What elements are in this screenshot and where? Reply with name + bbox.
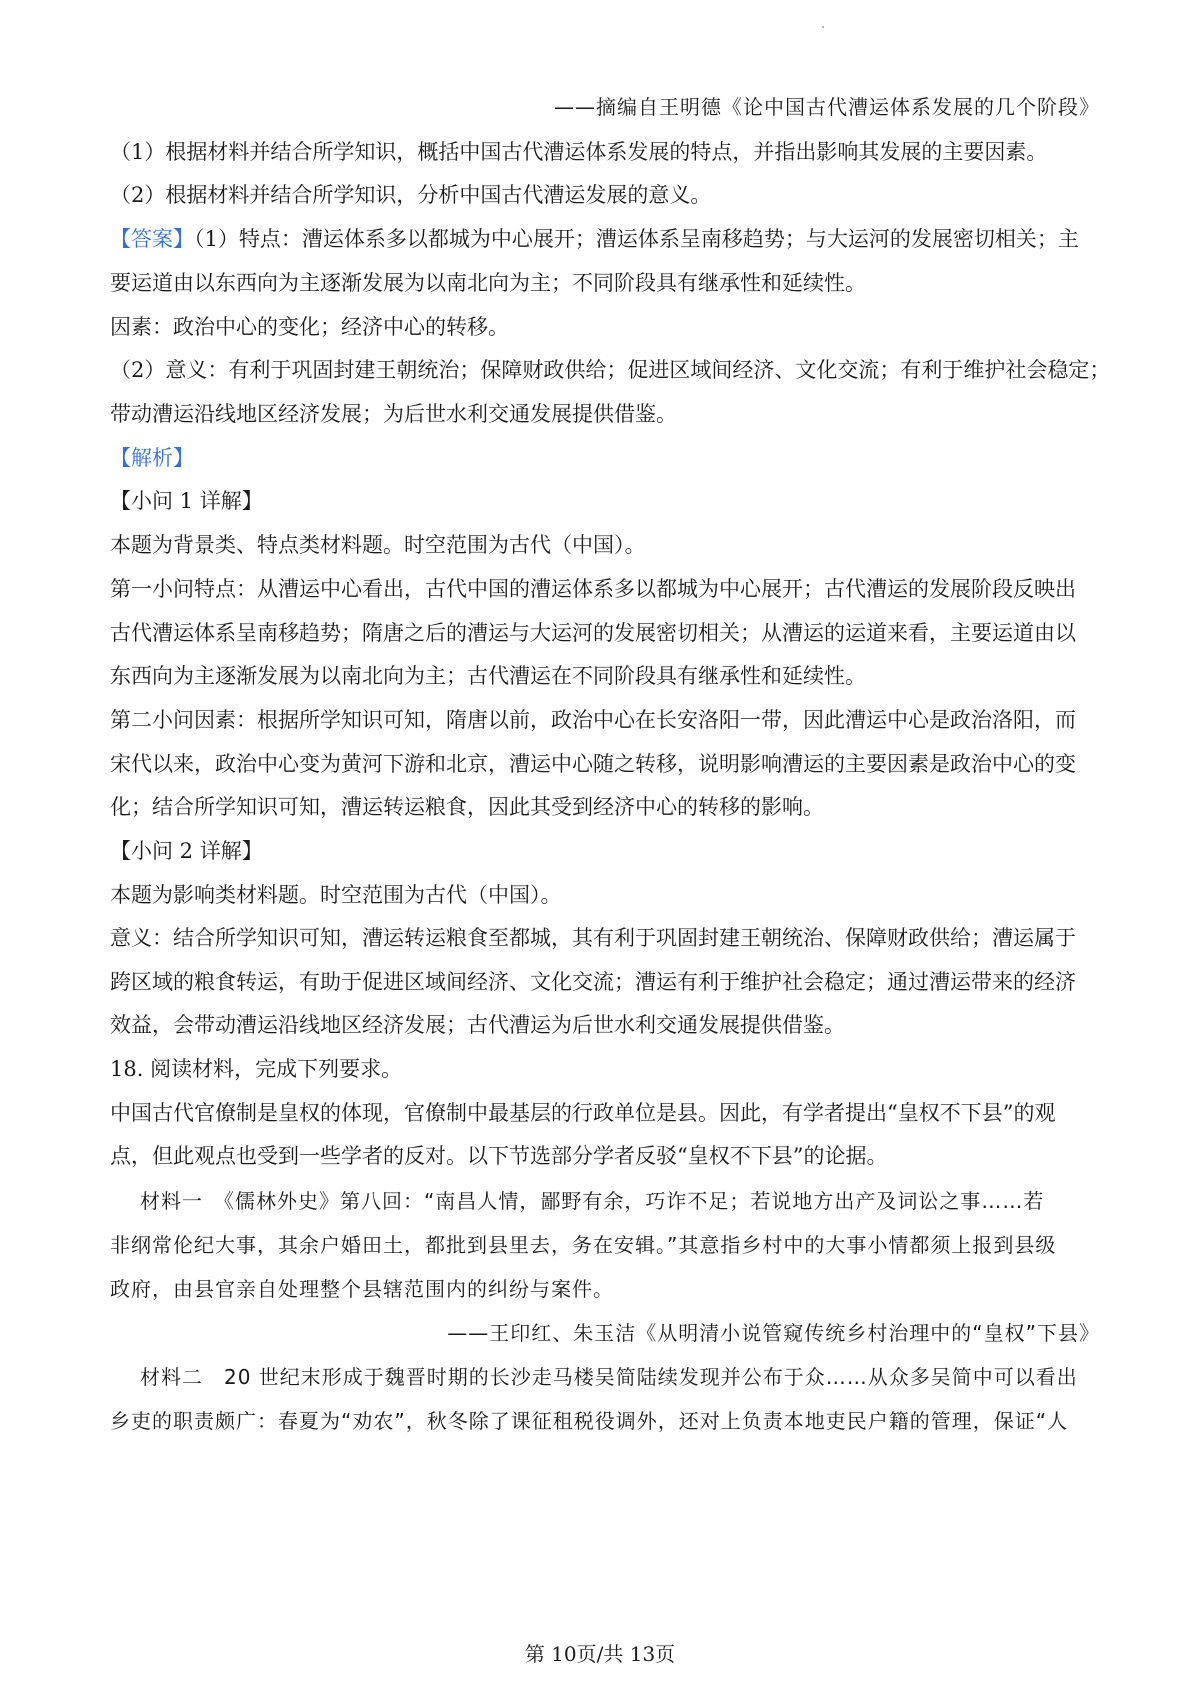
analysis-line: 跨区域的粮食转运，有助于促进区域间经济、文化交流；漕运有利于维护社会稳定；通过漕运带来的经济 xyxy=(110,970,1076,994)
answer-line-2: 要运道由以东西向为主逐渐发展为以南北向为主；不同阶段具有继承性和延续性。 xyxy=(110,271,866,295)
answer-line-3: 因素：政治中心的变化；经济中心的转移。 xyxy=(110,315,509,339)
analysis-line: 化；结合所学知识可知，漕运转运粮食，因此其受到经济中心的转移的影响。 xyxy=(110,795,824,819)
answer-tag: 【答案】 xyxy=(110,227,194,251)
analysis-line: 效益，会带动漕运沿线地区经济发展；古代漕运为后世水利交通发展提供借鉴。 xyxy=(110,1013,845,1037)
page-footer: 第 10页/共 13页 xyxy=(524,1642,676,1666)
analysis-line: 本题为背景类、特点类材料题。时空范围为古代（中国）。 xyxy=(110,533,646,557)
analysis-line: 宋代以来，政治中心变为黄河下游和北京，漕运中心随之转移，说明影响漕运的主要因素是政治中心的变 xyxy=(110,752,1076,776)
analysis-line: 东西向为主逐渐发展为以南北向为主；古代漕运在不同阶段具有继承性和延续性。 xyxy=(110,664,866,688)
answer-line-4: （2）意义：有利于巩固封建王朝统治；保障财政供给；促进区域间经济、文化交流；有利于维护社会稳定； xyxy=(110,358,1111,382)
material-2-line-2: 乡吏的职责颇广：春夏为“劝农”，秋冬除了课征租税役调外，还对上负责本地吏民户籍的管理，保证“人 xyxy=(110,1409,1069,1433)
material-1-line-1: 材料一 《儒林外史》第八回：“南昌人情，鄙野有余，巧诈不足；若说地方出产及词讼之事……若 xyxy=(140,1189,1045,1213)
scan-dot xyxy=(822,26,824,28)
sub-question-1-title: 【小问 1 详解】 xyxy=(110,489,263,513)
answer-line-5: 带动漕运沿线地区经济发展；为后世水利交通发展提供借鉴。 xyxy=(110,402,677,426)
analysis-line: 古代漕运体系呈南移趋势；隋唐之后的漕运与大运河的发展密切相关；从漕运的运道来看，主要运道由以 xyxy=(110,621,1076,645)
answer-text-1: （1）特点：漕运体系多以都城为中心展开；漕运体系呈南移趋势；与大运河的发展密切相关；主 xyxy=(194,227,1079,251)
q18-intro-2: 点，但此观点也受到一些学者的反对。以下节选部分学者反驳“皇权不下县”的论据。 xyxy=(110,1144,888,1168)
material-1-line-2: 非纲常伦纪大事，其余户婚田土，都批到县里去，务在安辑。”其意指乡村中的大事小情都须上报到县级 xyxy=(110,1233,1057,1257)
sub-question-2-title: 【小问 2 详解】 xyxy=(110,839,263,863)
answer-line-1 xyxy=(110,224,1100,254)
material-1-line-3: 政府，由县官亲自处理整个县辖范围内的纠纷与案件。 xyxy=(110,1277,614,1301)
analysis-tag: 【解析】 xyxy=(110,446,194,470)
analysis-line: 意义：结合所学知识可知，漕运转运粮食至都城，其有利于巩固封建王朝统治、保障财政供给；漕运属于 xyxy=(110,926,1076,950)
material-2-line-1: 材料二 20 世纪末形成于魏晋时期的长沙走马楼吴简陆续发现并公布于众……从众多吴简中可以看出 xyxy=(140,1365,1078,1389)
analysis-line: 第二小问因素：根据所学知识可知，隋唐以前，政治中心在长安洛阳一带，因此漕运中心是政治洛阳，而 xyxy=(110,708,1076,732)
question-18-title: 18. 阅读材料，完成下列要求。 xyxy=(110,1057,403,1081)
source-citation-2: ——王印红、朱玉洁《从明清小说管窥传统乡村治理中的“皇权”下县》 xyxy=(447,1321,1100,1345)
q18-intro-1: 中国古代官僚制是皇权的体现，官僚制中最基层的行政单位是县。因此，有学者提出“皇权不下县”的观 xyxy=(110,1101,1056,1125)
question-2: （2）根据材料并结合所学知识，分析中国古代漕运发展的意义。 xyxy=(110,183,712,207)
question-1: （1）根据材料并结合所学知识，概括中国古代漕运体系发展的特点，并指出影响其发展的主要因素。 xyxy=(110,140,1048,164)
analysis-line: 本题为影响类材料题。时空范围为古代（中国）。 xyxy=(110,883,562,907)
analysis-line: 第一小问特点：从漕运中心看出，古代中国的漕运体系多以都城为中心展开；古代漕运的发展阶段反映出 xyxy=(110,577,1076,601)
source-citation-1: ——摘编自王明德《论中国古代漕运体系发展的几个阶段》 xyxy=(554,95,1100,119)
